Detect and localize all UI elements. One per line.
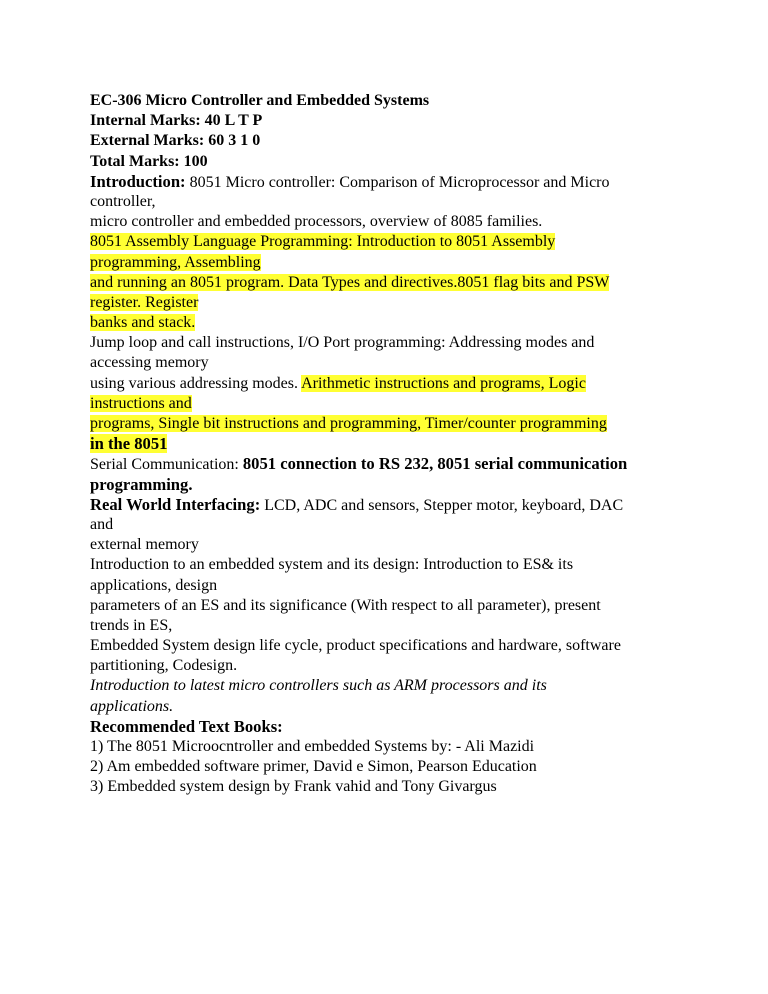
embedded-line-1: Introduction to an embedded system and its design: Introduction to ES& its [90, 556, 574, 574]
real-world-line-3: external memory [90, 536, 199, 554]
highlight: register. Register [90, 293, 199, 311]
assembly-line-4 [90, 293, 690, 313]
highlight: instructions and [90, 394, 192, 412]
serial-bold-2: programming. [90, 474, 193, 494]
real-world-label: Real World Interfacing: [90, 494, 261, 514]
introduction-line-2: controller, [90, 192, 156, 210]
introduction-line-3: micro controller and embedded processors, overview of 8085 families. [90, 213, 543, 231]
instructions-line-6 [90, 434, 690, 454]
book-item-3: 3) Embedded system design by Frank vahid and Tony Givargus [90, 778, 497, 796]
latest-line-1: Introduction to latest micro controllers such as ARM processors and its [90, 677, 547, 695]
book-item-2: 2) Am embedded software primer, David e Simon, Pearson Education [90, 758, 537, 776]
serial-label: Serial Communication: [90, 456, 243, 474]
embedded-line-3: parameters of an ES and its significance (With respect to all parameter), present [90, 596, 601, 614]
book-item-1: 1) The 8051 Microocntroller and embedded Systems by: - Ali Mazidi [90, 738, 535, 755]
instructions-line-1: Jump loop and call instructions, I/O Port programming: Addressing modes and [90, 334, 595, 352]
assembly-line-3 [90, 273, 690, 293]
internal-marks: Internal Marks: 40 L T P [90, 112, 263, 130]
instructions-plain: using various addressing modes. [90, 374, 302, 392]
instructions-line-2: accessing memory [90, 354, 209, 372]
embedded-line-6: partitioning, Codesign. [90, 657, 238, 675]
serial-line-1 [90, 454, 690, 474]
highlight: banks and stack. [90, 314, 196, 332]
introduction-label: Introduction: [90, 171, 186, 191]
assembly-line-2 [90, 253, 690, 273]
instructions-line-4 [90, 394, 690, 414]
introduction-line-1 [90, 172, 690, 192]
external-marks: External Marks: 60 3 1 0 [90, 132, 261, 150]
serial-bold-1: 8051 connection to RS 232, 8051 serial communication [242, 454, 628, 474]
latest-line-2: applications. [90, 697, 174, 715]
introduction-text-1: 8051 Micro controller: Comparison of Microprocessor and Micro [185, 173, 610, 191]
highlight: 8051 Assembly Language Programming: Introduction to 8051 Assembly [90, 233, 556, 251]
real-world-line-2: and [90, 515, 114, 533]
instructions-line-5 [90, 414, 690, 434]
highlight: Arithmetic instructions and programs, Logic [301, 374, 586, 392]
embedded-line-5: Embedded System design life cycle, product specifications and hardware, software [90, 637, 621, 655]
highlight: programming, Assembling [90, 253, 261, 271]
total-marks: Total Marks: 100 [90, 152, 208, 170]
assembly-line-1 [90, 232, 690, 252]
embedded-line-2: applications, design [90, 576, 218, 594]
books-heading: Recommended Text Books: [90, 716, 283, 736]
instructions-line-3 [90, 374, 690, 394]
highlight: and running an 8051 program. Data Types and directives.8051 flag bits and PSW [90, 273, 610, 291]
real-world-text-1: LCD, ADC and sensors, Stepper motor, keyboard, DAC [260, 496, 624, 514]
real-world-line-1 [90, 495, 690, 515]
course-title: EC-306 Micro Controller and Embedded Systems [90, 92, 430, 109]
syllabus-document [90, 91, 690, 798]
highlight: programs, Single bit instructions and programming, Timer/counter programming [90, 415, 607, 432]
embedded-line-4: trends in ES, [90, 616, 173, 634]
assembly-line-5 [90, 313, 690, 333]
serial-line-2 [90, 475, 690, 495]
highlight: in the 8051 [90, 434, 168, 454]
